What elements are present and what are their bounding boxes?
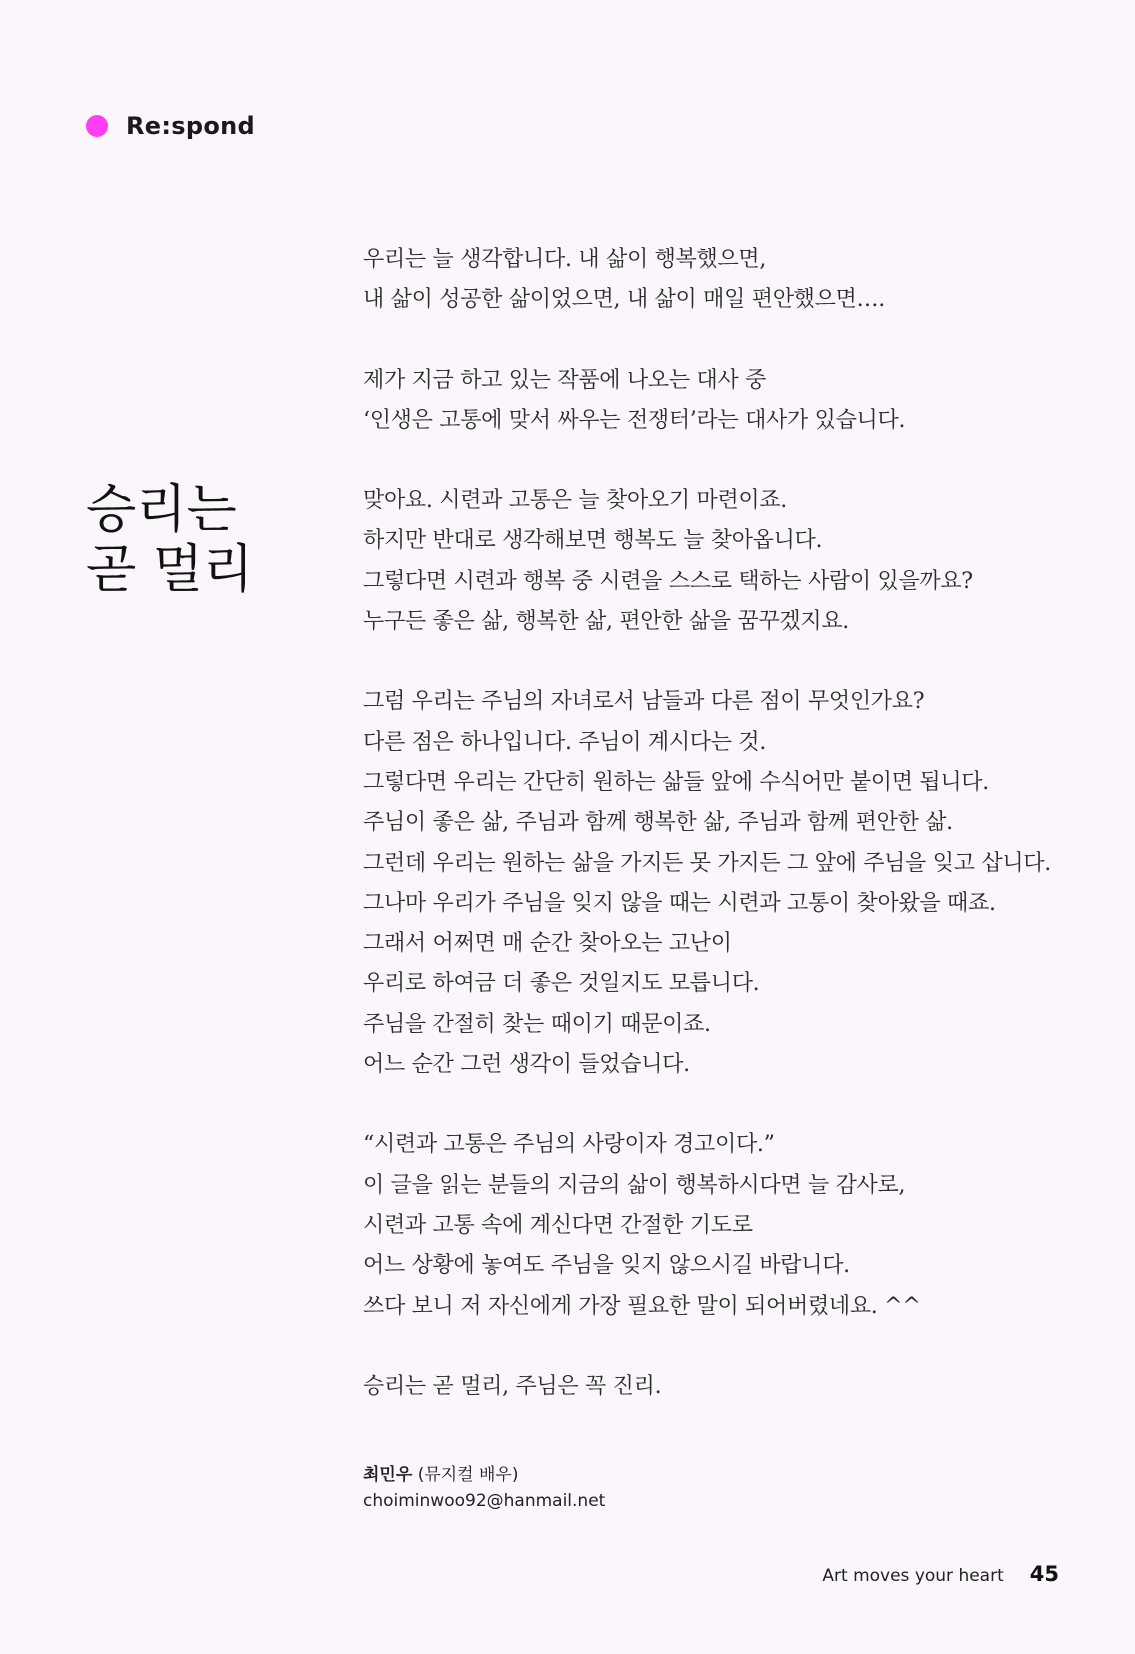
body-line: 누구든 좋은 삶, 행복한 삶, 편안한 삶을 꿈꾸겠지요. bbox=[363, 609, 849, 635]
body-line: 승리는 곧 멀리, 주님은 꼭 진리. bbox=[363, 1373, 662, 1399]
author-block bbox=[363, 1462, 605, 1514]
footer-tagline: Art moves your heart bbox=[822, 1566, 1004, 1586]
paragraph bbox=[363, 361, 1083, 442]
author-email: choiminwoo92@hanmail.net bbox=[363, 1491, 606, 1511]
body-line: 그런데 우리는 원하는 삶을 가지든 못 가지든 그 앞에 주님을 잊고 삽니다. bbox=[363, 850, 1051, 876]
body-line: 우리는 늘 생각합니다. 내 삶이 행복했으면, bbox=[363, 247, 767, 272]
article-title bbox=[86, 480, 253, 600]
paragraph bbox=[363, 240, 1083, 321]
section-name: Re:spond bbox=[126, 112, 255, 140]
title-line-2: 곧 멀리 bbox=[86, 540, 254, 600]
body-line: 그럼 우리는 주님의 자녀로서 남들과 다른 점이 무엇인가요? bbox=[363, 689, 925, 715]
body-line: 주님이 좋은 삶, 주님과 함께 행복한 삶, 주님과 함께 편안한 삶. bbox=[363, 810, 953, 836]
body-line: 어느 순간 그런 생각이 들었습니다. bbox=[363, 1052, 690, 1078]
page-number: 45 bbox=[1029, 1562, 1059, 1586]
paragraph bbox=[363, 481, 1083, 642]
author-role: (뮤지컬 배우) bbox=[417, 1465, 519, 1485]
section-tag bbox=[86, 112, 255, 140]
section-dot-icon bbox=[86, 115, 108, 137]
page-footer bbox=[822, 1562, 1059, 1586]
body-line: 그렇다면 시련과 행복 중 시련을 스스로 택하는 사람이 있을까요? bbox=[363, 568, 973, 594]
paragraph bbox=[363, 1367, 1083, 1407]
body-line: 그래서 어쩌면 매 순간 찾아오는 고난이 bbox=[363, 931, 732, 957]
paragraph bbox=[363, 682, 1083, 1085]
paragraph bbox=[363, 1125, 1083, 1326]
body-line: 우리로 하여금 더 좋은 것일지도 모릅니다. bbox=[363, 971, 760, 997]
article-body bbox=[363, 240, 1083, 1447]
body-line: 이 글을 읽는 분들의 지금의 삶이 행복하시다면 늘 감사로, bbox=[363, 1172, 906, 1198]
body-line: 내 삶이 성공한 삶이었으면, 내 삶이 매일 편안했으면…. bbox=[363, 287, 885, 313]
author-line bbox=[363, 1462, 605, 1488]
body-line: 쓰다 보니 저 자신에게 가장 필요한 말이 되어버렸네요. ^^ bbox=[363, 1293, 921, 1319]
body-line: 다른 점은 하나입니다. 주님이 계시다는 것. bbox=[363, 729, 767, 755]
body-line: 시련과 고통 속에 계신다면 간절한 기도로 bbox=[363, 1212, 753, 1238]
body-line: 그렇다면 우리는 간단히 원하는 삶들 앞에 수식어만 붙이면 됩니다. bbox=[363, 769, 989, 795]
body-line: 제가 지금 하고 있는 작품에 나오는 대사 중 bbox=[363, 367, 767, 393]
author-name: 최민우 bbox=[363, 1465, 413, 1485]
title-line-1: 승리는 bbox=[86, 480, 237, 540]
body-line: 하지만 반대로 생각해보면 행복도 늘 찾아옵니다. bbox=[363, 528, 823, 554]
body-line: “시련과 고통은 주님의 사랑이자 경고이다.” bbox=[363, 1132, 775, 1158]
body-line: 맞아요. 시련과 고통은 늘 찾아오기 마련이죠. bbox=[363, 488, 787, 514]
body-line: ‘인생은 고통에 맞서 싸우는 전쟁터’라는 대사가 있습니다. bbox=[363, 407, 906, 433]
body-line: 주님을 간절히 찾는 때이기 때문이죠. bbox=[363, 1011, 711, 1037]
body-line: 어느 상황에 놓여도 주님을 잊지 않으시길 바랍니다. bbox=[363, 1253, 850, 1279]
body-line: 그나마 우리가 주님을 잊지 않을 때는 시련과 고통이 찾아왔을 때죠. bbox=[363, 890, 996, 916]
